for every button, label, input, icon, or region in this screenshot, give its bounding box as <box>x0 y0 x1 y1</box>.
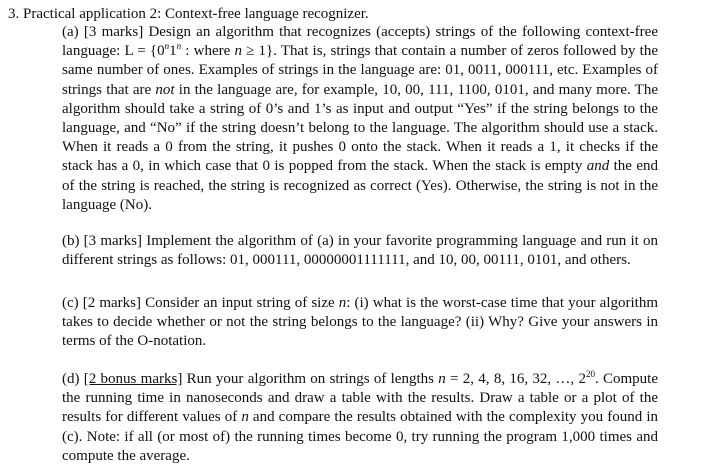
part-d-text-2: = 2, 4, 8, 16, 32, …, 2 <box>445 371 586 387</box>
variable-n: n <box>438 371 446 387</box>
part-d-text-4: and compare the results obtained with the complexity you found in (c). Note: if all (or most of) the running times become 0, try running the program 1,000 times and compute the average. <box>62 409 658 464</box>
part-d-paragraph <box>62 370 658 466</box>
part-a-text-6: the end of the string is reached, the string is recognized as correct (Yes). Otherwise, the string is not in the language (No). <box>62 158 659 213</box>
part-a-text-1: (a) [3 marks] Design an algorithm that recognizes (accepts) strings of the following context-free language: L = {0 <box>62 24 658 60</box>
variable-n: n <box>234 43 242 60</box>
part-b-text: (b) [3 marks] Implement the algorithm of (a) in your favorite programming language and run it on different strings as follows: 01, 000111, 00000001111111, and 10, 00, 00111, 0101, and others. <box>62 233 658 269</box>
superscript-n-2: n <box>176 41 182 52</box>
bonus-marks-label: [2 bonus marks] <box>83 371 183 387</box>
variable-n: n <box>338 295 347 311</box>
part-d-prefix: (d) <box>62 371 84 387</box>
part-b-paragraph <box>62 232 658 270</box>
part-d-text-3: . Compute the running time in nanoseconds and draw a table with the results. Draw a table or a plot of the results for different values of <box>62 371 658 426</box>
emphasis-not: not <box>155 81 175 98</box>
superscript-exponent: 20 <box>585 369 595 379</box>
part-a-text-3: : where <box>181 43 235 60</box>
variable-n: n <box>241 409 249 426</box>
part-c-text-1: (c) [2 marks] Consider an input string of size <box>62 295 339 311</box>
part-c-paragraph <box>62 294 658 352</box>
part-a-text-4: ≥ 1}. That is, strings that contain a number of zeros followed by the same number of ones. Examples of strings in the language are: 01, 0011, 000111, etc. Examples of strings that are <box>62 43 658 98</box>
part-a-paragraph <box>62 23 658 215</box>
emphasis-and: and <box>586 158 610 175</box>
question-heading: 3. Practical application 2: Context-free language recognizer. <box>8 6 369 22</box>
part-a-text-5: in the language are, for example, 10, 00, 111, 1100, 0101, and many more. The algorithm should take a string of 0’s and 1’s as input and output “Yes” if the string belongs to the language, and “No” if the string doesn’t belong to the language. The algorithm should use a stack. When it reads a 0 from the string, it pushes 0 onto the stack. When it reads a 1, it checks if the stack has a 0, in which case that 0 is popped from the stack. When the stack is empty <box>62 81 658 175</box>
superscript-n-1: n <box>164 41 170 52</box>
part-a-text-2: 1 <box>169 43 177 60</box>
part-d-text-1: Run your algorithm on strings of lengths <box>182 371 439 387</box>
part-c-text-2: : (i) what is the worst-case time that your algorithm takes to decide whether or not the string belongs to the language? (ii) Why? Give your answers in terms of the O-notation. <box>62 295 659 350</box>
